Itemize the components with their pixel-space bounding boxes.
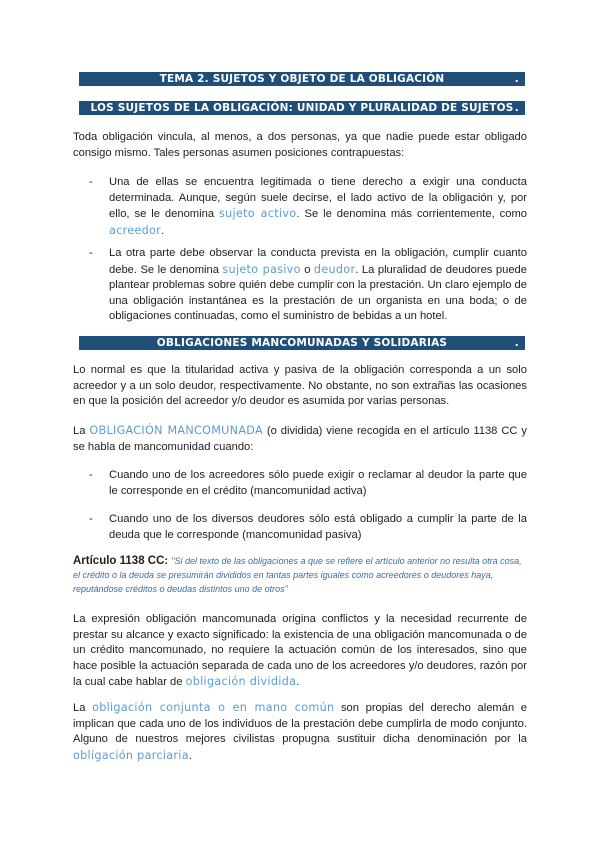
- list-item-deudor: [89, 246, 527, 325]
- list-dash: -: [89, 247, 93, 259]
- heading-dot: .: [514, 73, 519, 85]
- highlight-obligacion-mancomunada: OBLIGACIÓN MANCOMUNADA: [89, 424, 263, 437]
- list-item-acreedor: [89, 175, 527, 239]
- text: La: [73, 702, 93, 714]
- tema-heading-text: TEMA 2. SUJETOS Y OBJETO DE LA OBLIGACIÓN: [159, 73, 445, 85]
- highlight-sujeto-activo: sujeto activo: [219, 207, 297, 221]
- list-dash: -: [89, 469, 93, 481]
- highlight-sujeto-pasivo: sujeto pasivo: [222, 262, 301, 276]
- articulo-quote: "Si del texto de las obligaciones a que se refiere el artículo anterior no resulta otra cosa, el crédito o la deuda se presumirán divididos en tantas partes iguales como acreedores o deudores haya, reputándose créditos o deudas distintos uno de otros": [73, 556, 522, 594]
- highlight-obligacion-parciaria: obligación parciaria: [73, 748, 189, 762]
- text: . La pluralidad de deudores puede plantear problemas sobre quién debe cumplir con la prestación. Un claro ejemplo de una obligación instantánea es la prestación de un organista en una boda; o de obligaciones continuadas, como el suministro de bebidas a un hotel.: [109, 263, 527, 323]
- text: .: [188, 749, 192, 762]
- list-dash: -: [89, 176, 93, 188]
- text: o: [300, 263, 314, 276]
- intro-paragraph: Toda obligación vincula, al menos, a dos personas, ya que nadie puede estar obligado consigo mismo. Tales personas asumen posiciones contrapuestas:: [73, 131, 527, 159]
- mancomunadas-heading-text: OBLIGACIONES MANCOMUNADAS Y SOLIDARIAS: [156, 337, 448, 349]
- text: La: [73, 425, 90, 437]
- mancomunada-paragraph: [73, 423, 527, 455]
- highlight-acreedor: acreedor: [109, 223, 162, 237]
- highlight-obligacion-conjunta: obligación conjunta o en mano común: [92, 701, 335, 714]
- expresion-paragraph: [73, 612, 527, 691]
- list-dash: -: [89, 513, 93, 525]
- heading-dot: .: [514, 102, 519, 114]
- text: . Se le denomina más corrientemente, como: [296, 208, 527, 221]
- sujetos-heading-text: LOS SUJETOS DE LA OBLIGACIÓN: UNIDAD Y PLURALIDAD DE SUJETOS: [90, 102, 514, 114]
- list-item-mancomunidad-pasiva: Cuando uno de los diversos deudores sólo está obligado a cumplir la parte de la deuda que le corresponde (mancomunidad pasiva): [109, 513, 527, 541]
- articulo-colon: :: [164, 555, 172, 567]
- articulo-1138-paragraph: [73, 554, 527, 596]
- text: (o dividida) viene recogida en el artículo 1138 CC y se habla de mancomunidad cuando:: [73, 425, 527, 453]
- conjunta-paragraph: [73, 700, 527, 764]
- text: Una de ellas se encuentra legitimada o tiene derecho a exigir una conducta determinada. Aunque, según suele decirse, el lado activo de la obligación y, por ello, se le denomina: [109, 176, 527, 221]
- text: .: [161, 224, 165, 237]
- highlight-deudor: deudor: [313, 262, 356, 276]
- text: son propias del derecho alemán e implican que cada uno de los individuos de la prestación debe cumplirla de modo conjunto. Alguno de nuestros mejores civilistas propugna sustituir dicha denominación por la: [73, 702, 528, 746]
- tema-heading: [79, 72, 525, 86]
- highlight-obligacion-dividida: obligación dividida: [185, 675, 297, 689]
- mancomunadas-heading: [79, 336, 525, 350]
- text: La otra parte debe observar la conducta prevista en la obligación, cumplir cuanto debe. Se le denomina: [109, 247, 527, 276]
- heading-dot: .: [514, 337, 519, 349]
- sujetos-heading: [79, 101, 525, 115]
- articulo-label: Artículo 1138 CC: [73, 555, 165, 567]
- list-item-mancomunidad-activa: Cuando uno de los acreedores sólo puede exigir o reclamar al deudor la parte que le corresponde en el crédito (mancomunidad activa): [109, 469, 527, 497]
- text: .: [296, 676, 300, 689]
- text: La expresión obligación mancomunada origina conflictos y la necesidad recurrente de prestar su alcance y exacto significado: la existencia de una obligación mancomunada o de un crédito mancomunado, no requiere la actuación común de los interesados, sino que hace posible la actuación separada de cada uno de los acreedores y/o deudores, razón por la cual cabe hablar de: [73, 613, 527, 689]
- titularidad-paragraph: Lo normal es que la titularidad activa y pasiva de la obligación corresponda a un solo acreedor y a un solo deudor, respectivamente. No obstante, no son extrañas las ocasiones en que la posición del acreedor y/o deudor es asumida por varias personas.: [73, 364, 527, 408]
